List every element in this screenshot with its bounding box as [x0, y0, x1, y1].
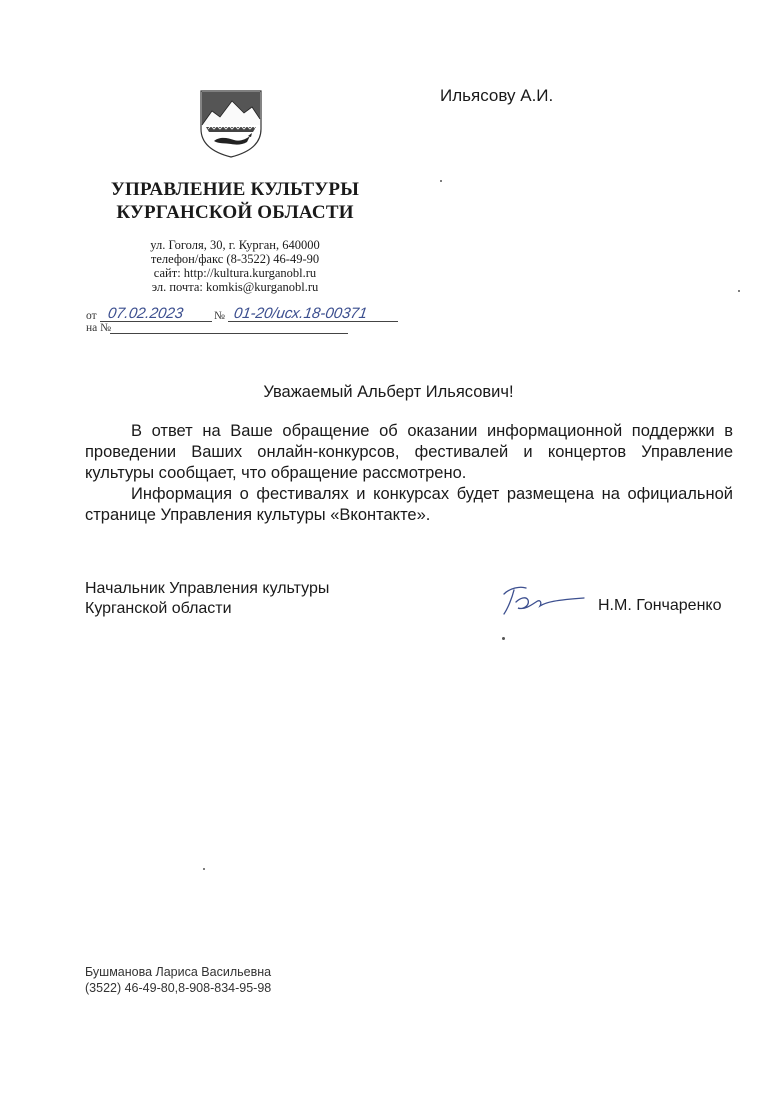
reference-label: на №	[86, 322, 112, 334]
body-paragraph-2: Информация о фестивалях и конкурсах будет размещена на официальной странице Управления культуры «Вконтакте».	[85, 485, 733, 524]
contact-person-name: Бушманова Лариса Васильевна	[85, 965, 272, 979]
organization-address: ул. Гоголя, 30, г. Курган, 640000	[150, 238, 320, 252]
scan-speck	[738, 290, 740, 292]
signer-title-line-1: Начальник Управления культуры	[85, 580, 330, 597]
organization-phone: телефон/факс (8-3522) 46-49-90	[150, 252, 320, 266]
organization-name-line-1: УПРАВЛЕНИЕ КУЛЬТУРЫ	[110, 179, 360, 200]
reference-row	[86, 320, 356, 336]
organization-name-line-2: КУРГАНСКОЙ ОБЛАСТИ	[116, 202, 354, 223]
contact-person	[85, 964, 271, 996]
signer-name: Н.М. Гончаренко	[598, 597, 722, 614]
date-label: от	[86, 310, 97, 322]
handwritten-signature-icon	[498, 580, 588, 620]
scan-speck	[502, 637, 505, 640]
number-label: №	[214, 310, 225, 322]
salutation: Уважаемый Альберт Ильясович!	[263, 383, 514, 401]
organization-email: эл. почта: komkis@kurganobl.ru	[151, 280, 319, 294]
scan-speck	[203, 868, 205, 870]
organization-contacts	[70, 238, 400, 294]
registration-date: 07.02.2023	[106, 305, 185, 322]
registration-number: 01-20/исх.18-00371	[232, 305, 369, 322]
letter-body	[85, 421, 733, 526]
signer-title-line-2: Курганской области	[85, 600, 232, 617]
contact-person-phones: (3522) 46-49-80,8-908-834-95-98	[85, 981, 272, 995]
addressee: Ильясову А.И.	[440, 86, 554, 105]
organization-name	[70, 178, 400, 224]
reference-underline	[110, 333, 348, 334]
organization-website: сайт: http://kultura.kurganobl.ru	[153, 266, 317, 280]
body-paragraph-1: В ответ на Ваше обращение об оказании информационной поддержки в проведении Ваших онлайн-конкурсов, фестивалей и концертов Управление культуры сообщает, что обращение рассмотрено.	[85, 422, 733, 482]
scan-speck	[440, 180, 442, 182]
signer-title	[85, 579, 329, 619]
coat-of-arms-icon	[198, 89, 264, 159]
